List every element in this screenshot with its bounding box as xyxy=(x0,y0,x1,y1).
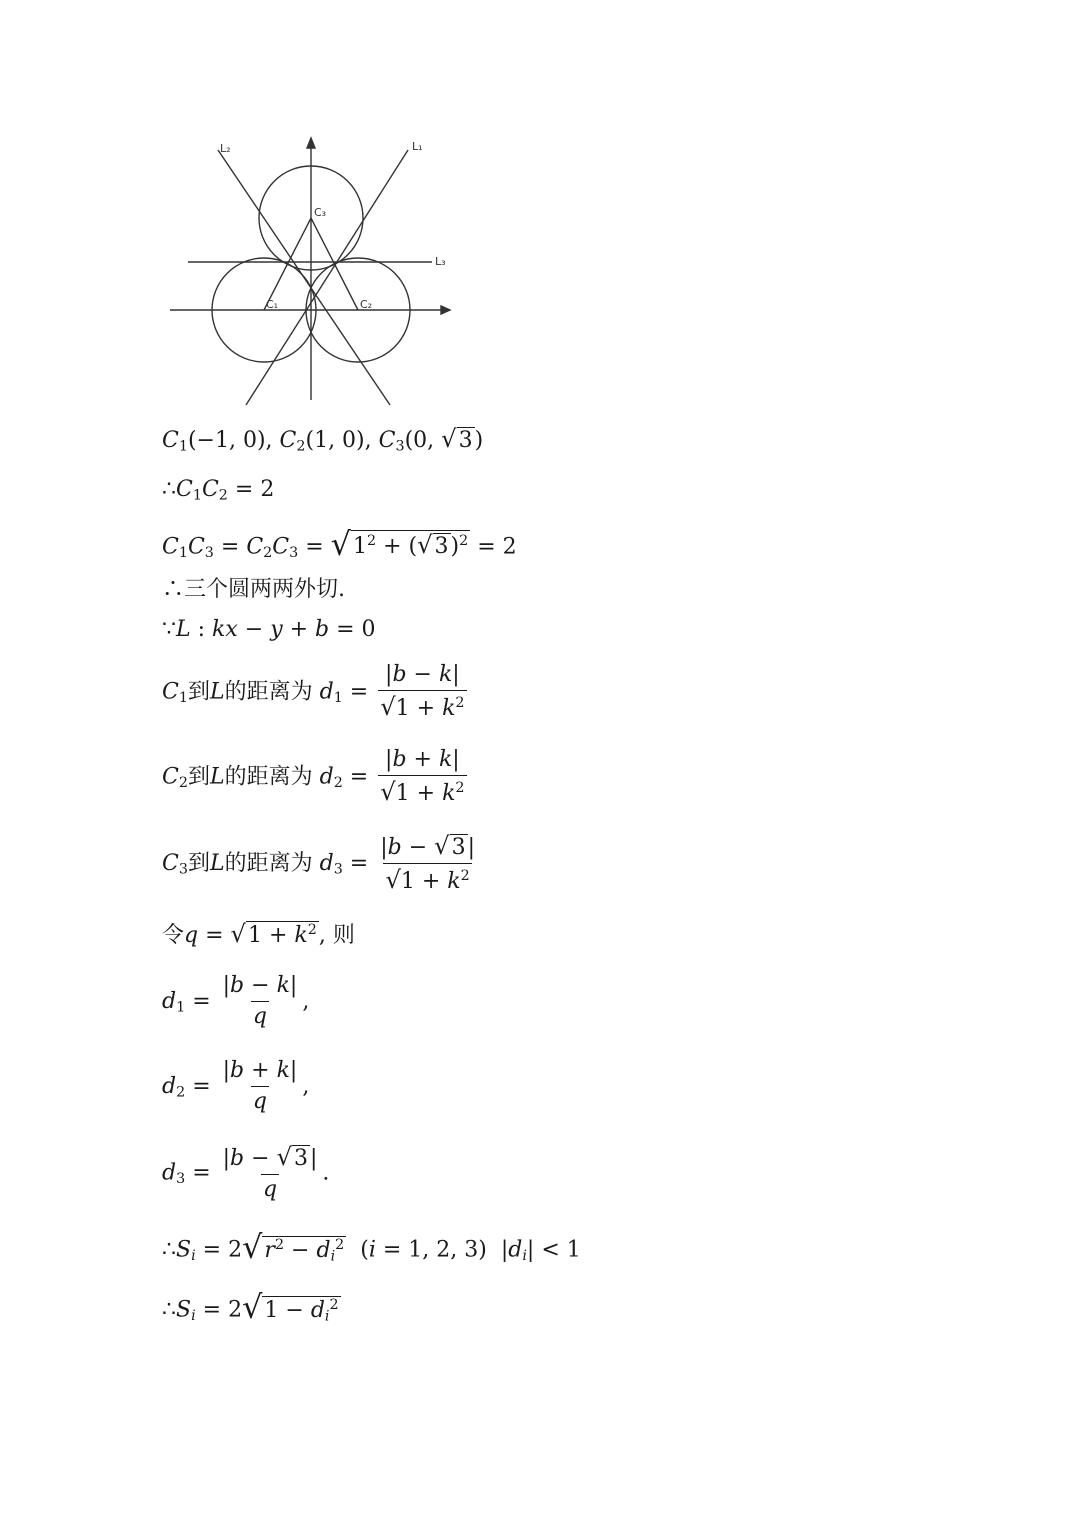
d3-definition: $C_3$到L的距离为 $d_3$ = $\frac{|b - √3|}{√1 + k^2}$ xyxy=(162,832,475,895)
line-L-equation: ∵L : kx − y + b = 0 xyxy=(162,617,376,642)
c1c3-line: $C_1C_3 = C_2C_3 = √1^2 + (√3)^2 = 2$ xyxy=(162,525,517,563)
c1c2-line: $\therefore C_1C_2 = 2$ xyxy=(162,477,275,504)
d2-definition: $C_2$到L的距离为 $d_2$ = $\frac{|b + k|}{√1 + k^2}$ xyxy=(162,747,465,807)
let-q-line: 令$q = √1 + k^2$, 则 xyxy=(162,920,355,948)
y-axis-arrow xyxy=(307,138,315,148)
circles-diagram xyxy=(160,130,470,410)
x-axis-arrow xyxy=(441,306,450,314)
si-general: $\therefore S_i = 2√r^2 - d_i^2$ (i = 1, 2, 3) $|d_i| < 1$ xyxy=(162,1228,581,1266)
label-l2: L₂ xyxy=(220,142,231,155)
d2-simplified: $d_2$ = $\frac{|b + k|}{q}$ , xyxy=(162,1058,310,1115)
label-l3: L₃ xyxy=(435,255,446,268)
line-l1 xyxy=(246,150,408,405)
label-c2: C₂ xyxy=(360,298,373,311)
line-l2 xyxy=(218,150,390,405)
geometry-figure xyxy=(160,130,470,410)
label-c1: C₁ xyxy=(266,298,279,311)
d1-simplified: $d_1$ = $\frac{|b - k|}{q}$ , xyxy=(162,973,310,1030)
tangent-line: ∴三个圆两两外切. xyxy=(162,577,345,602)
dist-prefix: 到 xyxy=(187,679,210,705)
d3-simplified: $d_3$ = $\frac{|b - √3|}{q}$ . xyxy=(162,1143,330,1203)
centers-line: $C_1(-1$, 0), $C_2(1$, 0), $C_3(0$, √3) xyxy=(162,425,484,455)
si-final: $\therefore S_i = 2√1 - d_i^2$ xyxy=(162,1288,339,1326)
label-l1: L₁ xyxy=(412,140,423,153)
d1-definition: $C_1$到L的距离为 $d_1$ = $\frac{|b - k|}{√1 + k^2}$ xyxy=(162,662,465,722)
dist-suffix: 的距离为 xyxy=(224,679,313,705)
label-c3: C₃ xyxy=(314,206,327,219)
